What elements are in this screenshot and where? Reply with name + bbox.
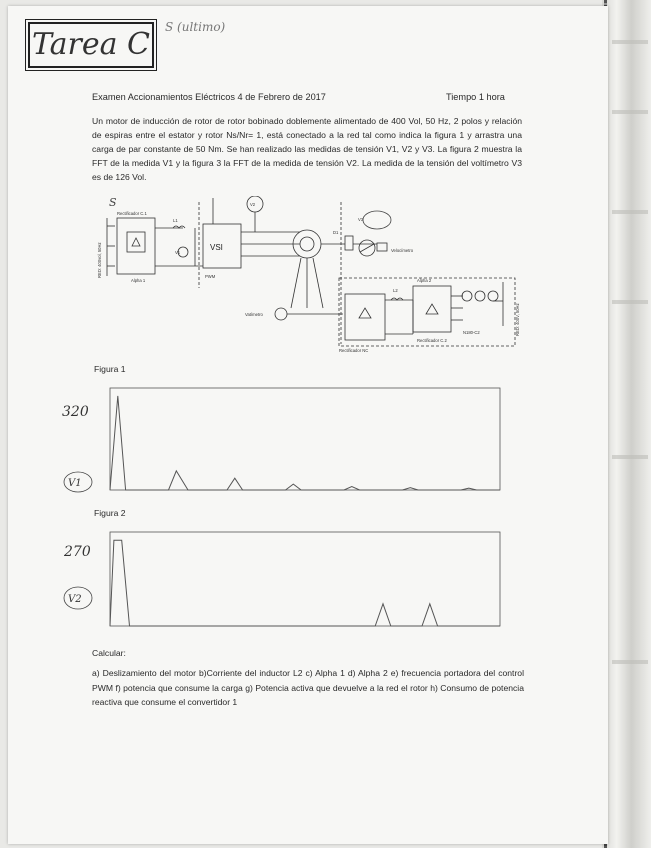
plot-frame bbox=[110, 532, 500, 626]
vsi-label: VSI bbox=[210, 243, 223, 252]
hand-value-v1: 320 bbox=[62, 404, 89, 420]
v3-label: V3 bbox=[358, 217, 364, 222]
l1-label: L1 bbox=[173, 218, 178, 223]
exam-title: Examen Accionamientos Eléctricos 4 de Febrero de 2017 bbox=[92, 92, 326, 102]
v1-label: V1 bbox=[175, 250, 181, 255]
rect1-label: Rectificador C.1 bbox=[117, 211, 147, 216]
fft-plot-v1 bbox=[60, 386, 510, 498]
problem-statement: Un motor de inducción de rotor de rotor bobinado doblemente alimentado de 400 Vol, 50 Hz, 2 polos y relación de espiras entre el estator y rotor Ns/Nr= 1, está conectado a la red tal como indica la figura 1 y arrastra una carga de par constante de 50 Nm. Se han realizado las medidas de tensión V1, V2 y V3. La figura 2 muestra la FFT de la medida V1 y la figura 3 la FFT de la medida de tensión V2. La medida de la tensión del voltímetro V3 es de 126 Vol. bbox=[92, 116, 522, 182]
handwritten-s: S bbox=[109, 196, 117, 209]
plot-frame bbox=[110, 388, 500, 490]
exam-duration: Tiempo 1 hora bbox=[446, 92, 505, 102]
tacho-label: Velocímetro bbox=[391, 248, 414, 253]
handwritten-title: Tarea C bbox=[28, 22, 154, 68]
bleed-mark bbox=[612, 110, 648, 114]
bleed-mark bbox=[612, 300, 648, 304]
circuit-diagram bbox=[95, 196, 525, 356]
figure2-label: Figura 2 bbox=[94, 508, 126, 518]
hand-mark-v2: V2 bbox=[68, 594, 82, 605]
n180-label: N180-C2 bbox=[463, 330, 480, 335]
fft-trace-v1 bbox=[110, 396, 500, 490]
figure1-label: Figura 1 bbox=[94, 364, 126, 374]
d1-label: D1 bbox=[333, 230, 339, 235]
bleed-mark bbox=[612, 660, 648, 664]
rect-nc-label: Rectificador NC bbox=[339, 348, 369, 353]
scanner-edge bbox=[602, 0, 651, 848]
hand-mark-v1: V1 bbox=[68, 478, 82, 489]
rect2-label: Rectificador C.2 bbox=[417, 338, 447, 343]
handwritten-circle bbox=[363, 211, 391, 229]
wattmeter-label: Vatímetro bbox=[245, 312, 263, 317]
fft-trace-v2 bbox=[110, 540, 500, 626]
pwm-label: PWM bbox=[205, 274, 216, 279]
alpha1-label: Alpha 1 bbox=[131, 278, 146, 283]
right-supply-label: RED: 400V, 50Hz bbox=[515, 303, 520, 336]
bleed-mark bbox=[612, 455, 648, 459]
alpha2-label: Alpha 2 bbox=[417, 278, 432, 283]
calc-heading: Calcular: bbox=[92, 648, 126, 658]
l2-label: L2 bbox=[393, 288, 398, 293]
bleed-mark bbox=[612, 210, 648, 214]
questions-text: a) Deslizamiento del motor b)Corriente del inductor L2 c) Alpha 1 d) Alpha 2 e) frecuencia portadora del control PWM f) potencia que consume la carga g) Potencia activa que devuelve a la red el rotor h) Consumo de potencia reactiva que consume el convertidor 1 bbox=[92, 668, 524, 707]
bleed-mark bbox=[612, 40, 648, 44]
hand-value-v2: 270 bbox=[64, 544, 91, 560]
v2-label: V2 bbox=[250, 202, 256, 207]
left-supply-label: RED: 400vol, 50Hz bbox=[97, 242, 102, 278]
fft-plot-v2 bbox=[60, 530, 510, 634]
handwritten-note: S (ultimo) bbox=[165, 20, 226, 34]
